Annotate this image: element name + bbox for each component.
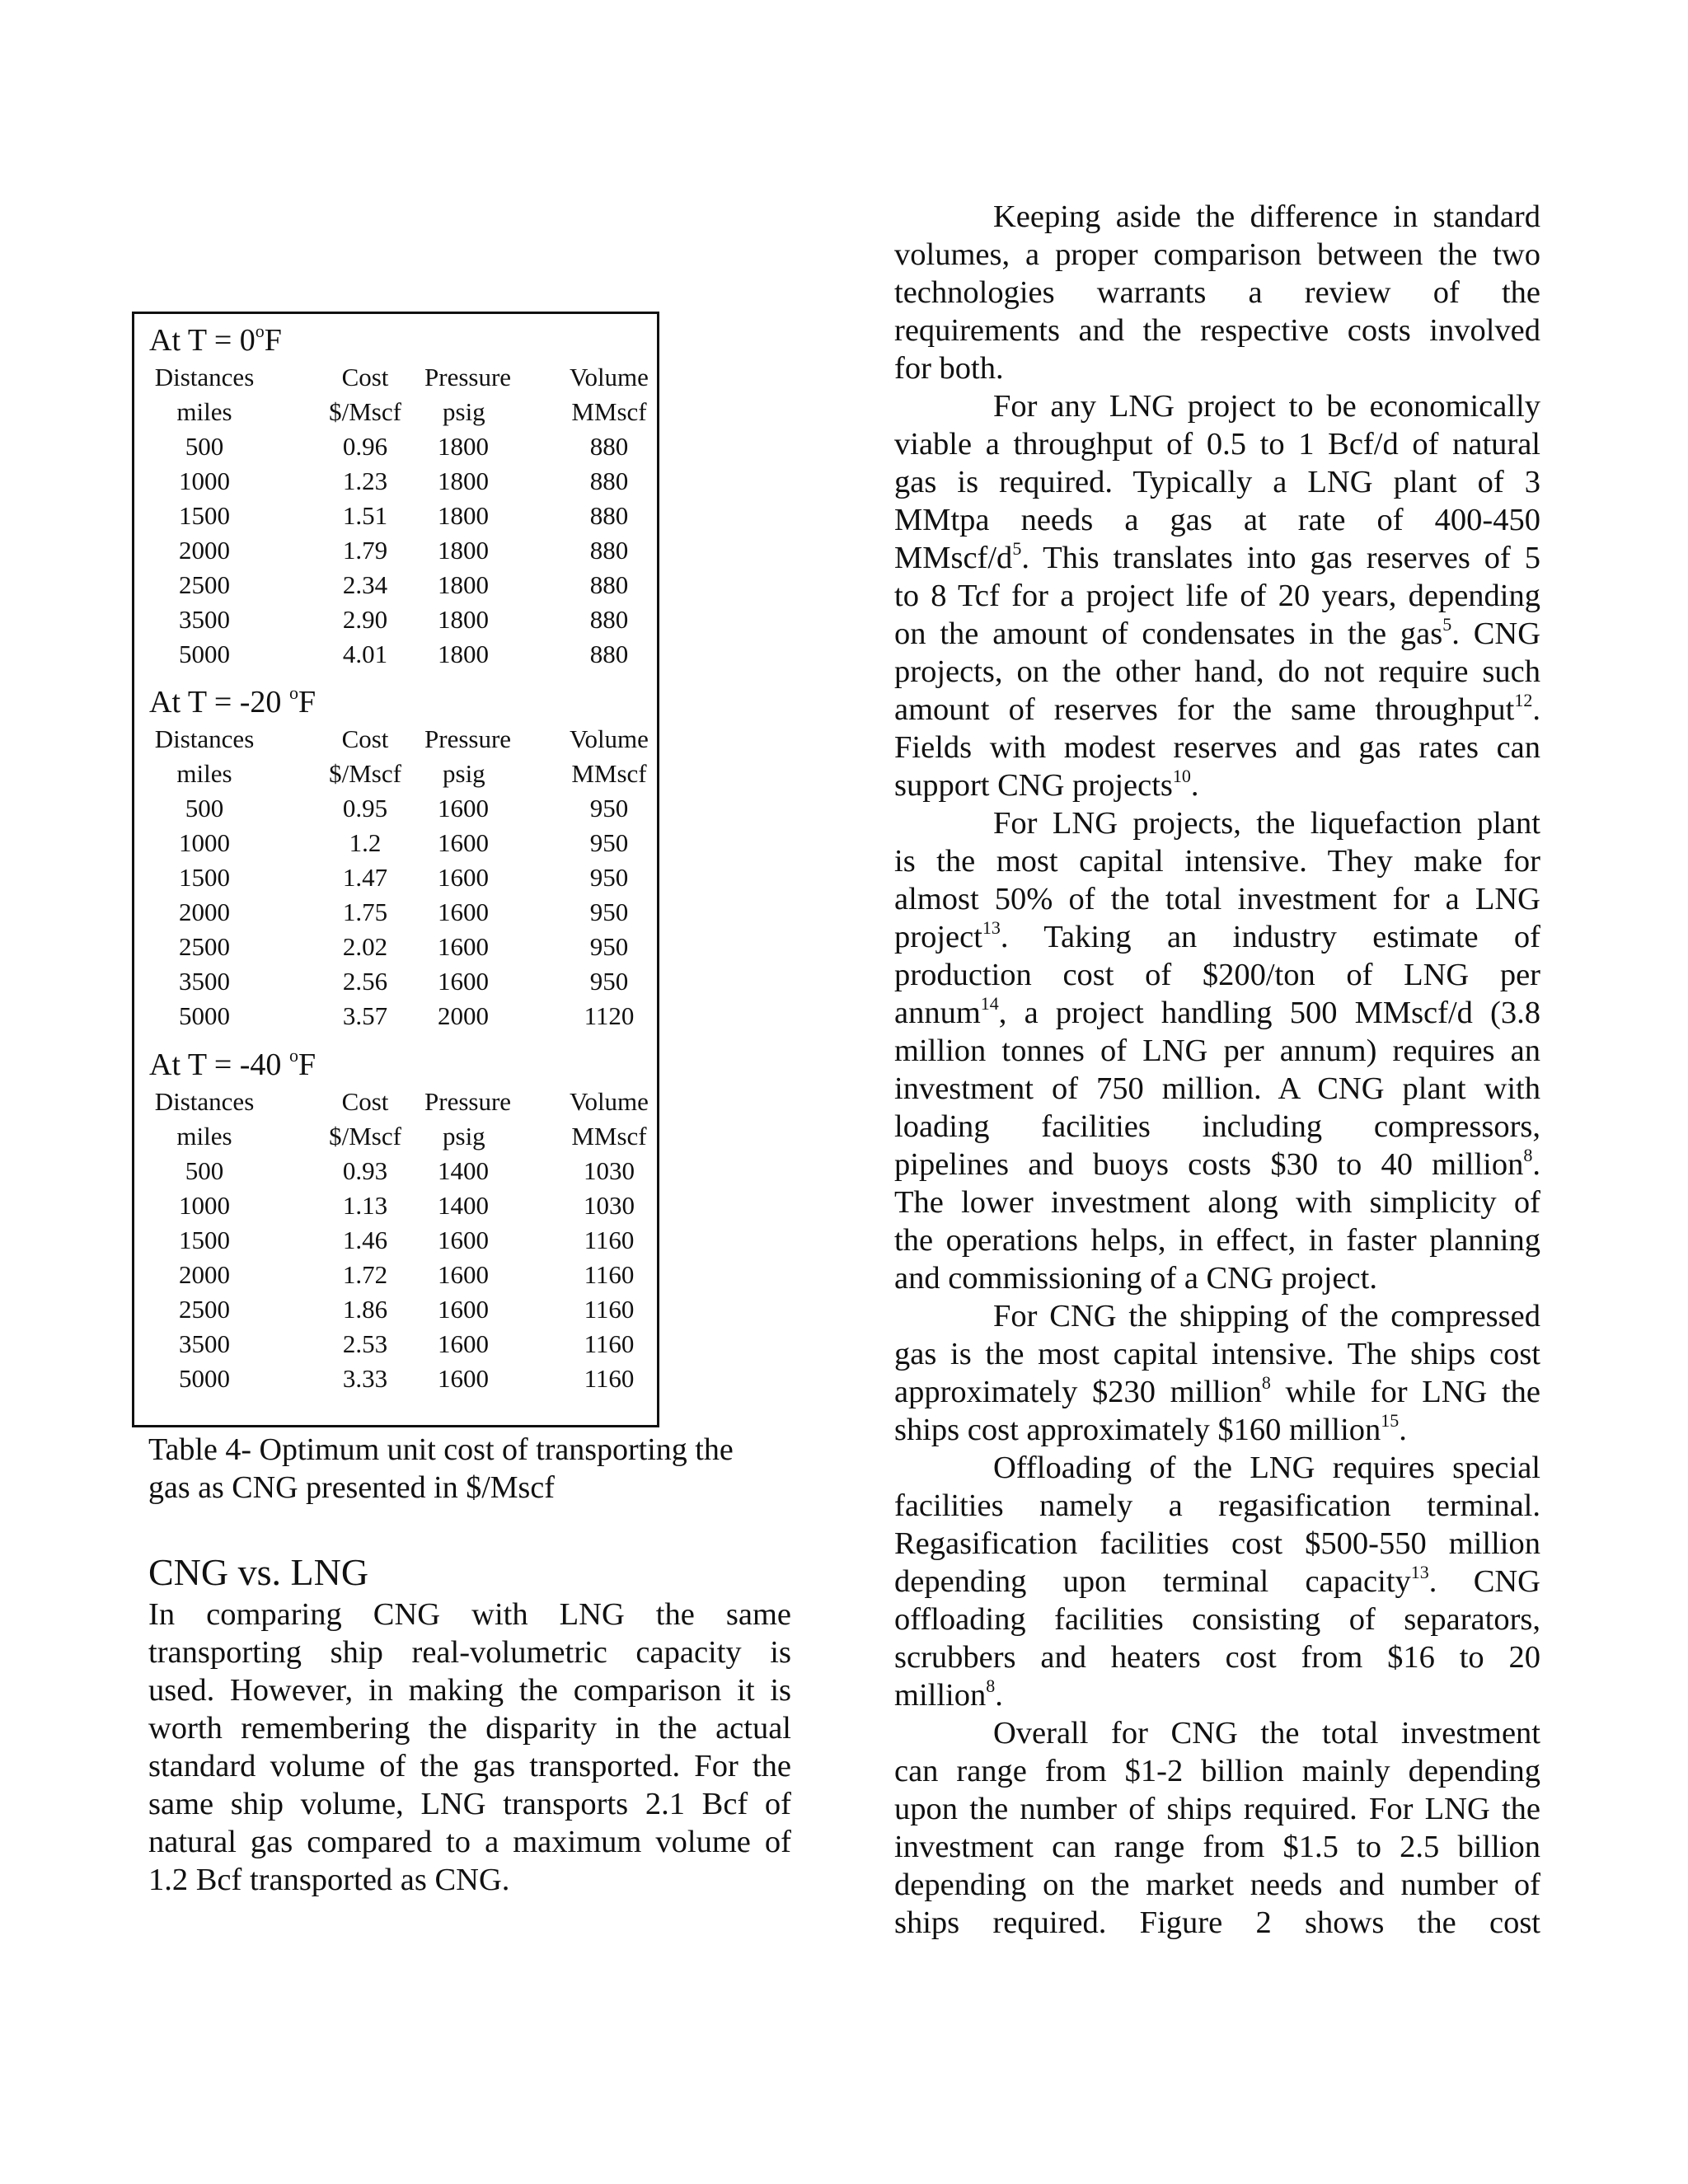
table-row <box>134 860 657 895</box>
table-cell: 2000 <box>179 898 230 926</box>
text-line: Offloading of the LNG requires special <box>993 1451 1540 1485</box>
text-line: million$^8$. <box>894 1675 1003 1713</box>
table-cell: 1160 <box>584 1260 635 1289</box>
table-cell: 1.46 <box>342 1226 388 1254</box>
table-row <box>134 791 657 826</box>
text-line: to 8 Tcf for a project life of 20 years, depending <box>894 579 1540 613</box>
table-cell: 1160 <box>584 1295 635 1324</box>
table-cell: 4.01 <box>342 640 388 668</box>
text-line: upon the number of ships required. For LNG the <box>894 1792 1540 1826</box>
table-unit-row <box>134 1119 657 1154</box>
text-line: investment of 750 million. A CNG plant with <box>894 1071 1540 1106</box>
table-cell: $/Mscf <box>329 1122 401 1151</box>
table-cell: 1.72 <box>342 1260 388 1289</box>
table-section-heading: At T = -20 $^o$F <box>149 682 316 719</box>
table-row <box>134 637 657 672</box>
table-cell: 1800 <box>438 432 489 461</box>
table-section-heading: At T = -40 $^o$F <box>149 1045 316 1082</box>
table-cell: 1.75 <box>342 898 388 926</box>
text-line: gas is the most capital intensive. The ships cost <box>894 1337 1540 1371</box>
table-cell: 1.47 <box>342 863 388 892</box>
table-cell: 1.23 <box>342 466 388 495</box>
table-row <box>134 1188 657 1223</box>
table-cell: 3.57 <box>342 1001 388 1030</box>
text-line: almost 50% of the total investment for a LNG <box>894 882 1540 916</box>
citation-superscript: 5 <box>1012 538 1022 559</box>
table-row <box>134 826 657 860</box>
table-cell: 2.56 <box>342 967 388 996</box>
table-cell: 1800 <box>438 570 489 599</box>
text-line: The lower investment along with simplicity of <box>894 1185 1540 1220</box>
table-row <box>134 1292 657 1327</box>
table-cell: Distances <box>154 724 255 753</box>
text-line: is the most capital intensive. They make for <box>894 844 1540 879</box>
text-line: for both. <box>894 351 1004 386</box>
table-cell: 5000 <box>179 1001 230 1030</box>
table-cell: 0.93 <box>342 1156 388 1185</box>
text-line: Overall for CNG the total investment <box>993 1716 1540 1750</box>
table-cell: Cost <box>341 363 389 391</box>
text-line: technologies warrants a review of the <box>894 275 1540 310</box>
table-caption <box>148 1431 775 1507</box>
table-cell: 1600 <box>438 1329 489 1358</box>
text-line: projects, on the other hand, do not require such <box>894 654 1540 689</box>
table-cell: 1800 <box>438 501 489 530</box>
text-line: project$^{13}$. Taking an industry estimate of <box>894 917 1540 954</box>
table-cell: Distances <box>154 1087 255 1116</box>
table-cell: 2000 <box>438 1001 489 1030</box>
table-cell: psig <box>443 759 485 788</box>
table-cell: $/Mscf <box>329 759 401 788</box>
text-line: viable a throughput of 0.5 to 1 Bcf/d of natural <box>894 427 1540 462</box>
table-row <box>134 533 657 568</box>
table-cell: 2.02 <box>342 932 388 961</box>
text-line: requirements and the respective costs involved <box>894 313 1540 348</box>
table-cell: 1600 <box>438 1364 489 1393</box>
table-cell: miles <box>176 759 232 788</box>
text-line: For any LNG project to be economically <box>993 389 1540 424</box>
table-cell: 1600 <box>438 794 489 823</box>
table-row <box>134 964 657 999</box>
table-cell: 1160 <box>584 1329 635 1358</box>
table-cell: 950 <box>589 932 629 961</box>
table-cell: miles <box>176 397 232 426</box>
table-cell: 5000 <box>179 640 230 668</box>
table-cell: Distances <box>154 363 255 391</box>
table-cell: 1600 <box>438 932 489 961</box>
table-cell: 3.33 <box>342 1364 388 1393</box>
text-line: Keeping aside the difference in standard <box>993 199 1540 234</box>
table-cell: 1600 <box>438 863 489 892</box>
section-title: CNG vs. LNG <box>148 1551 369 1593</box>
text-line: worth remembering the disparity in the actual <box>148 1711 791 1746</box>
table-cell: 1800 <box>438 640 489 668</box>
table-row <box>134 499 657 533</box>
table-cell: 950 <box>589 898 629 926</box>
table-row <box>134 429 657 464</box>
right-column-text <box>894 198 1540 1942</box>
table-row <box>134 999 657 1033</box>
table-cell: Pressure <box>424 363 512 391</box>
table-cell: 2.34 <box>342 570 388 599</box>
text-line: million tonnes of LNG per annum) requires an <box>894 1033 1540 1068</box>
table-cell: 1600 <box>438 1260 489 1289</box>
citation-superscript: 8 <box>986 1675 996 1696</box>
table-cell: 950 <box>589 967 629 996</box>
table-row <box>134 895 657 930</box>
table-cell: 0.96 <box>342 432 388 461</box>
table-row <box>134 464 657 499</box>
table-cell: 1.51 <box>342 501 388 530</box>
text-line: facilities namely a regasification terminal. <box>894 1488 1540 1523</box>
text-line: same ship volume, LNG transports 2.1 Bcf of <box>148 1787 791 1821</box>
citation-superscript: 13 <box>982 917 1001 938</box>
table-cell: 880 <box>589 432 629 461</box>
text-line: and commissioning of a CNG project. <box>894 1261 1377 1296</box>
table-row <box>134 1258 657 1292</box>
table-cell: 3500 <box>179 605 230 634</box>
text-line: For CNG the shipping of the compressed <box>993 1299 1540 1333</box>
text-line: the operations helps, in effect, in faster planning <box>894 1223 1540 1258</box>
table-cell: MMscf <box>571 397 647 426</box>
table-cell: 1.79 <box>342 536 388 565</box>
text-line: production cost of $200/ton of LNG per <box>894 958 1540 992</box>
table-row <box>134 1223 657 1258</box>
table-header-row <box>134 722 657 757</box>
table-cell: 880 <box>589 640 629 668</box>
table-cell: 5000 <box>179 1364 230 1393</box>
table-cell: 1800 <box>438 605 489 634</box>
table-cell: 2000 <box>179 536 230 565</box>
table-cell: 880 <box>589 570 629 599</box>
table-cell: 0.95 <box>342 794 388 823</box>
table-row <box>134 568 657 602</box>
table-cell: 2500 <box>179 932 230 961</box>
citation-superscript: 8 <box>1261 1372 1271 1393</box>
table-cell: 950 <box>589 828 629 857</box>
table-cell: 2500 <box>179 570 230 599</box>
table-cell: 880 <box>589 501 629 530</box>
table-cell: 1600 <box>438 1295 489 1324</box>
text-line: gas is required. Typically a LNG plant of 3 <box>894 465 1540 499</box>
text-line: Fields with modest reserves and gas rates can <box>894 730 1540 765</box>
table-cell: 1500 <box>179 863 230 892</box>
text-line: MMtpa needs a gas at rate of 400-450 <box>894 503 1540 537</box>
citation-superscript: 12 <box>1514 690 1533 710</box>
text-line: 1.2 Bcf transported as CNG. <box>148 1863 510 1897</box>
table-cell: 3500 <box>179 1329 230 1358</box>
table-caption-line: Table 4- Optimum unit cost of transporting the <box>148 1432 734 1467</box>
table-cell: 1.86 <box>342 1295 388 1324</box>
table-cell: 1600 <box>438 1226 489 1254</box>
table-cell: 500 <box>185 794 224 823</box>
text-line: ships cost approximately $160 million$^{15}$. <box>894 1410 1407 1447</box>
table-cell: $/Mscf <box>329 397 401 426</box>
table-section-heading: At $T = 0^oF$ <box>149 321 282 358</box>
table-cell: 2000 <box>179 1260 230 1289</box>
table-cell: 3500 <box>179 967 230 996</box>
cost-table <box>132 312 659 1427</box>
table-unit-row <box>134 395 657 429</box>
text-line: on the amount of condensates in the gas$^5$. CNG <box>894 614 1540 651</box>
table-row <box>134 1154 657 1188</box>
table-cell: 1600 <box>438 828 489 857</box>
text-line: loading facilities including compressors, <box>894 1109 1540 1144</box>
table-cell: 1120 <box>584 1001 635 1030</box>
text-line: natural gas compared to a maximum volume of <box>148 1825 791 1859</box>
citation-superscript: 15 <box>1381 1410 1400 1431</box>
table-cell: psig <box>443 1122 485 1151</box>
table-cell: miles <box>176 1122 232 1151</box>
table-row <box>134 1361 657 1396</box>
table-cell: 1600 <box>438 967 489 996</box>
text-line: pipelines and buoys costs $30 to 40 million$^8$. <box>894 1145 1540 1182</box>
text-line: In comparing CNG with LNG the same <box>148 1597 791 1632</box>
table-cell: 950 <box>589 863 629 892</box>
table-cell: 1.2 <box>349 828 382 857</box>
table-cell: Pressure <box>424 1087 512 1116</box>
text-line: can range from $1-2 billion mainly depending <box>894 1754 1540 1788</box>
table-cell: 1160 <box>584 1226 635 1254</box>
table-cell: MMscf <box>571 1122 647 1151</box>
table-cell: 880 <box>589 466 629 495</box>
table-caption-line: gas as CNG presented in $/Mscf <box>148 1470 555 1505</box>
table-cell: 1030 <box>584 1156 635 1185</box>
table-row <box>134 602 657 637</box>
table-cell: Volume <box>570 363 649 391</box>
table-cell: Volume <box>570 1087 649 1116</box>
citation-superscript: 10 <box>1172 766 1191 786</box>
text-line: depending upon terminal capacity$^{13}$. CNG <box>894 1562 1540 1599</box>
table-unit-row <box>134 757 657 791</box>
text-line: For LNG projects, the liquefaction plant <box>993 806 1540 841</box>
text-line: used. However, in making the comparison it is <box>148 1673 791 1708</box>
text-line: annum$^{14}$, a project handling 500 MMscf/d (3.8 <box>894 993 1540 1030</box>
text-line: amount of reserves for the same throughput$^{12}$. <box>894 690 1540 727</box>
citation-superscript: 14 <box>980 993 999 1014</box>
table-cell: 880 <box>589 605 629 634</box>
table-cell: 1.13 <box>342 1191 388 1220</box>
table-row <box>134 930 657 964</box>
table-cell: 1800 <box>438 466 489 495</box>
text-line: standard volume of the gas transported. For the <box>148 1749 791 1783</box>
table-cell: 500 <box>185 432 224 461</box>
table-cell: 1500 <box>179 501 230 530</box>
text-line: MMscf/$d^5$. This translates into gas reserves of 5 <box>894 538 1540 575</box>
text-line: depending on the market needs and number of <box>894 1868 1540 1902</box>
table-cell: 2.90 <box>342 605 388 634</box>
table-cell: Volume <box>570 724 649 753</box>
citation-superscript: 5 <box>1442 614 1452 635</box>
citation-superscript: 13 <box>1410 1562 1429 1582</box>
table-cell: 880 <box>589 536 629 565</box>
table-cell: 2500 <box>179 1295 230 1324</box>
table-cell: Pressure <box>424 724 512 753</box>
table-cell: 1500 <box>179 1226 230 1254</box>
text-line: scrubbers and heaters cost from $16 to 20 <box>894 1640 1540 1675</box>
table-header-row <box>134 1085 657 1119</box>
table-cell: 1160 <box>584 1364 635 1393</box>
text-line: volumes, a proper comparison between the two <box>894 237 1540 272</box>
text-line: approximately $230 million$^8$ while for LNG the <box>894 1372 1540 1409</box>
left-column-text <box>148 1596 791 1899</box>
table-cell: 1400 <box>438 1156 489 1185</box>
table-cell: 1600 <box>438 898 489 926</box>
table-cell: 1030 <box>584 1191 635 1220</box>
table-cell: MMscf <box>571 759 647 788</box>
table-row <box>134 1327 657 1361</box>
table-cell: Cost <box>341 724 389 753</box>
table-cell: 1000 <box>179 466 230 495</box>
text-line: investment can range from $1.5 to 2.5 billion <box>894 1830 1540 1864</box>
text-line: Regasification facilities cost $500-550 million <box>894 1526 1540 1561</box>
text-line: transporting ship real-volumetric capacity is <box>148 1635 791 1670</box>
table-cell: 1400 <box>438 1191 489 1220</box>
table-cell: 1000 <box>179 828 230 857</box>
table-cell: 500 <box>185 1156 224 1185</box>
text-line: ships required. Figure 2 shows the cost <box>894 1905 1540 1940</box>
table-cell: Cost <box>341 1087 389 1116</box>
text-line: offloading facilities consisting of separators, <box>894 1602 1540 1637</box>
table-header-row <box>134 360 657 395</box>
text-line: support CNG projects$^{10}$. <box>894 766 1199 803</box>
table-cell: 950 <box>589 794 629 823</box>
table-cell: 1800 <box>438 536 489 565</box>
table-cell: psig <box>443 397 485 426</box>
table-cell: 2.53 <box>342 1329 388 1358</box>
citation-superscript: 8 <box>1523 1145 1533 1165</box>
table-cell: 1000 <box>179 1191 230 1220</box>
